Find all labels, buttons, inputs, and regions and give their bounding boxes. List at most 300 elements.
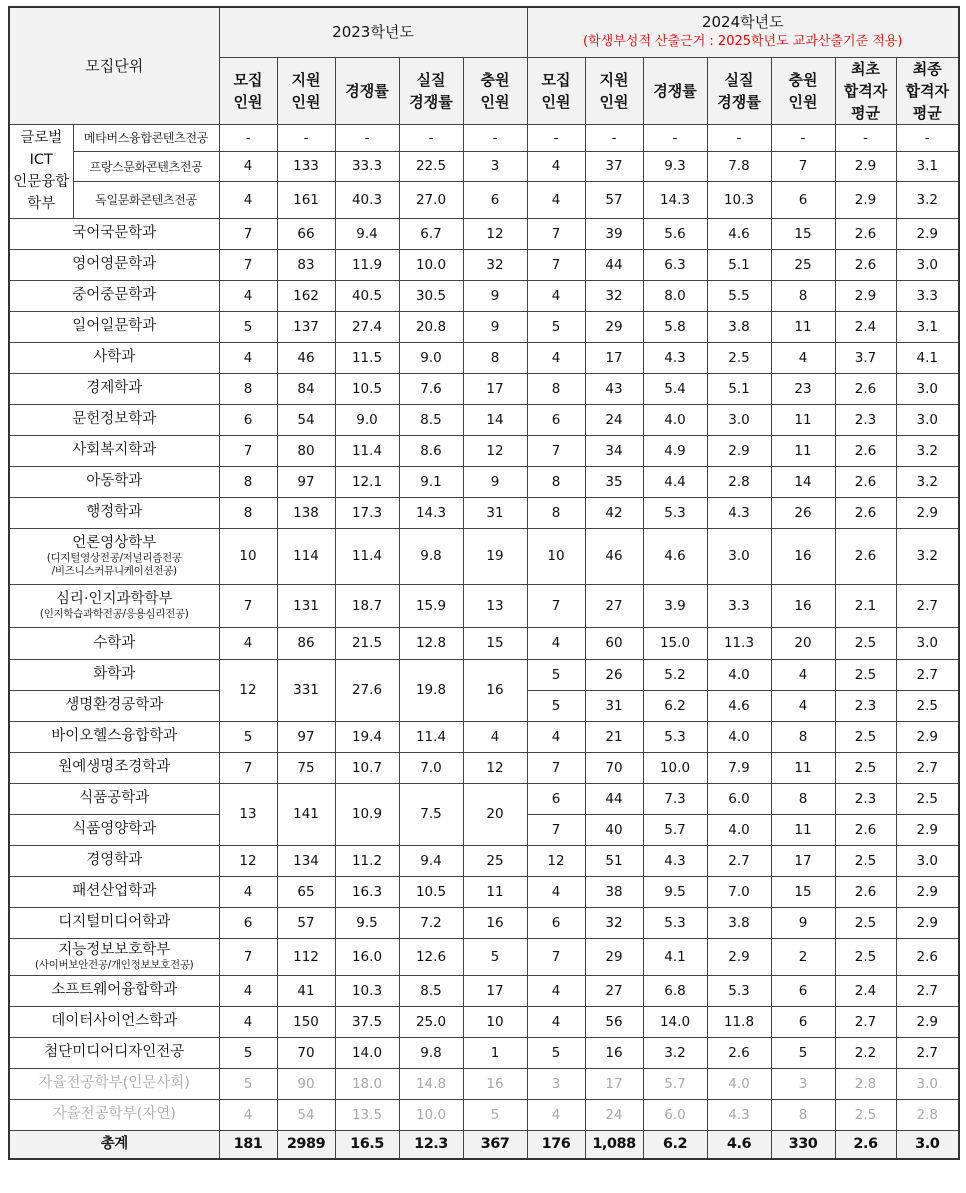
cell: 134 (277, 845, 335, 876)
row-name (9, 404, 219, 435)
cell: 5 (219, 311, 277, 342)
cell: 131 (277, 584, 335, 627)
cell: 25 (771, 249, 835, 280)
col-header-2024-applicants: 지원 인원 (585, 57, 643, 124)
table-row (9, 124, 959, 151)
cell: 2.6 (835, 249, 896, 280)
cell: 5 (527, 690, 585, 721)
cell: 5 (219, 1068, 277, 1099)
row-name (9, 814, 219, 845)
col-header-2024-real-ratio: 실질 경쟁률 (707, 57, 771, 124)
cell: 2.5 (835, 627, 896, 659)
merged-cell: 12 (219, 659, 277, 721)
cell: 2.9 (835, 181, 896, 218)
cell: - (463, 124, 527, 151)
cell: 5.6 (643, 218, 707, 249)
cell: 29 (585, 938, 643, 975)
table-row (9, 404, 959, 435)
cell: 330 (771, 1130, 835, 1159)
cell: 9 (463, 466, 527, 497)
cell: 14.3 (643, 181, 707, 218)
cell: 14.3 (399, 497, 463, 528)
cell: 2.6 (835, 435, 896, 466)
cell: 1 (463, 1037, 527, 1068)
cell: 8 (219, 466, 277, 497)
cell: 10.5 (335, 373, 399, 404)
table-body (9, 124, 959, 1159)
cell: 3.0 (707, 404, 771, 435)
merged-cell: 331 (277, 659, 335, 721)
cell: 5.8 (643, 311, 707, 342)
cell: 4 (527, 151, 585, 181)
row-name (9, 218, 219, 249)
cell: 2.9 (896, 907, 959, 938)
row-name (9, 1068, 219, 1099)
cell: 2.7 (835, 1006, 896, 1037)
cell: 4.1 (643, 938, 707, 975)
cell: 7 (219, 938, 277, 975)
cell: 32 (463, 249, 527, 280)
cell: 2.6 (835, 373, 896, 404)
cell: 14 (463, 404, 527, 435)
cell: 3.9 (643, 584, 707, 627)
row-name (9, 752, 219, 783)
cell: 4.6 (707, 1130, 771, 1159)
cell: 7 (527, 218, 585, 249)
cell: 16.0 (335, 938, 399, 975)
row-name-text: 화학과 (93, 666, 136, 682)
row-name (9, 528, 219, 584)
cell: 6 (527, 404, 585, 435)
cell: 2.5 (835, 752, 896, 783)
cell: 12 (463, 218, 527, 249)
row-name-text: 생명환경공학과 (65, 697, 164, 713)
cell: 70 (277, 1037, 335, 1068)
col-header-2023-quota: 모집 인원 (219, 57, 277, 124)
row-name-text: 식품영양학과 (72, 821, 157, 837)
row-name (9, 938, 219, 975)
cell: 32 (585, 280, 643, 311)
cell: 16 (463, 907, 527, 938)
table-row (9, 1006, 959, 1037)
merged-cell: 10.9 (335, 783, 399, 845)
row-name-text: 첨단미디어디자인전공 (44, 1044, 185, 1060)
cell: 16 (585, 1037, 643, 1068)
cell: 5.2 (643, 659, 707, 690)
cell: 32 (585, 907, 643, 938)
cell: 25 (463, 845, 527, 876)
cell: 7 (219, 218, 277, 249)
cell: 133 (277, 151, 335, 181)
cell: 3 (527, 1068, 585, 1099)
cell: - (399, 124, 463, 151)
table-row (9, 466, 959, 497)
cell: - (585, 124, 643, 151)
cell: 8 (527, 373, 585, 404)
cell: 3 (771, 1068, 835, 1099)
col-header-2024-additional: 충원 인원 (771, 57, 835, 124)
row-name (9, 907, 219, 938)
cell: 8.5 (399, 404, 463, 435)
cell: 4 (219, 342, 277, 373)
table-row (9, 1099, 959, 1130)
cell: 27 (585, 584, 643, 627)
cell: 114 (277, 528, 335, 584)
table-row (9, 1068, 959, 1099)
cell: 3.0 (896, 845, 959, 876)
cell: 3.0 (896, 1068, 959, 1099)
cell: 9.5 (643, 876, 707, 907)
cell: 8 (771, 1099, 835, 1130)
col-header-2024-ratio: 경쟁률 (643, 57, 707, 124)
cell: 1,088 (585, 1130, 643, 1159)
cell: 31 (463, 497, 527, 528)
cell: 2.9 (896, 497, 959, 528)
cell: 10.5 (399, 876, 463, 907)
row-name-note: (인지학습과학전공/응용심리전공) (39, 607, 189, 620)
cell: 3.3 (896, 280, 959, 311)
table-header (9, 7, 959, 124)
cell: 9.3 (643, 151, 707, 181)
row-name-text: 바이오헬스융합학과 (51, 728, 178, 744)
cell: 2.5 (896, 690, 959, 721)
cell: 12 (219, 845, 277, 876)
cell: 17.3 (335, 497, 399, 528)
cell: 97 (277, 721, 335, 752)
cell: - (707, 124, 771, 151)
cell: 35 (585, 466, 643, 497)
cell: 6 (527, 907, 585, 938)
cell: 5 (463, 938, 527, 975)
row-name-text: 중어중문학과 (72, 287, 157, 303)
cell: 12.3 (399, 1130, 463, 1159)
cell: 2.5 (835, 907, 896, 938)
cell: 7 (219, 584, 277, 627)
cell: 16 (771, 528, 835, 584)
row-name: 프랑스문화콘텐츠전공 (73, 151, 219, 181)
cell: 4 (527, 975, 585, 1006)
row-name (9, 584, 219, 627)
cell: 3.1 (896, 151, 959, 181)
cell: 2.9 (835, 280, 896, 311)
row-name (9, 659, 219, 690)
row-name: 메타버스융합콘텐츠전공 (73, 124, 219, 151)
cell: 8.5 (399, 975, 463, 1006)
cell: 42 (585, 497, 643, 528)
row-name-text: 수학과 (93, 634, 136, 651)
cell: 3.2 (896, 528, 959, 584)
cell: - (835, 124, 896, 151)
row-name-note: (디지털영상전공/저널리즘전공 (46, 551, 182, 564)
cell: 9.0 (399, 342, 463, 373)
cell: 20.8 (399, 311, 463, 342)
row-name-text: 국어국문학과 (72, 225, 157, 241)
cell: 367 (463, 1130, 527, 1159)
admission-results-table-container (8, 6, 960, 1160)
row-name (9, 783, 219, 814)
cell: 30.5 (399, 280, 463, 311)
row-name (9, 1037, 219, 1068)
row-name-note: (사이버보안전공/개인정보보호전공) (35, 958, 194, 971)
row-name-text: 데이터사이언스학과 (51, 1013, 178, 1029)
cell: 3.2 (896, 435, 959, 466)
table-row (9, 1130, 959, 1159)
cell: 7.3 (643, 783, 707, 814)
cell: 86 (277, 627, 335, 659)
cell: 4.6 (707, 690, 771, 721)
cell: 7 (219, 435, 277, 466)
cell: 11 (771, 435, 835, 466)
cell: 7 (527, 435, 585, 466)
cell: 4.9 (643, 435, 707, 466)
cell: 14 (771, 466, 835, 497)
cell: 16.3 (335, 876, 399, 907)
row-name (9, 435, 219, 466)
cell: 5 (527, 311, 585, 342)
cell: 2.6 (835, 528, 896, 584)
merged-cell: 7.5 (399, 783, 463, 845)
cell: 60 (585, 627, 643, 659)
cell: 181 (219, 1130, 277, 1159)
merged-cell: 16 (463, 659, 527, 721)
admission-results-table (8, 6, 960, 1160)
cell: - (527, 124, 585, 151)
cell: 3.2 (896, 466, 959, 497)
cell: 57 (277, 907, 335, 938)
col-header-2023-ratio: 경쟁률 (335, 57, 399, 124)
table-row (9, 845, 959, 876)
cell: 3.0 (896, 373, 959, 404)
cell: 27.4 (335, 311, 399, 342)
cell: 2.9 (835, 151, 896, 181)
cell: 4.6 (643, 528, 707, 584)
cell: 12 (527, 845, 585, 876)
row-name (9, 975, 219, 1006)
cell: 4 (527, 280, 585, 311)
header-2024-label: 2024학년도 (701, 13, 784, 32)
row-name-text: 지능정보보호학부 (58, 941, 171, 958)
cell: 2.1 (835, 584, 896, 627)
row-name (9, 627, 219, 659)
row-name-text: 아동학과 (86, 473, 143, 489)
cell: - (643, 124, 707, 151)
cell: 5 (527, 1037, 585, 1068)
cell: 5.4 (643, 373, 707, 404)
row-name (9, 690, 219, 721)
cell: 11 (771, 311, 835, 342)
cell: 27 (585, 975, 643, 1006)
cell: 31 (585, 690, 643, 721)
cell: 9.8 (399, 1037, 463, 1068)
cell: 6 (219, 907, 277, 938)
cell: 3.0 (896, 404, 959, 435)
cell: 5 (219, 721, 277, 752)
cell: 12.6 (399, 938, 463, 975)
cell: 40 (585, 814, 643, 845)
row-name (9, 311, 219, 342)
cell: 2.2 (835, 1037, 896, 1068)
col-header-2023-real-ratio: 실질 경쟁률 (399, 57, 463, 124)
cell: 2.9 (896, 876, 959, 907)
cell: 150 (277, 1006, 335, 1037)
header-2024-note: (학생부성적 산출근거 : 2025학년도 교과산출기준 적용) (583, 34, 903, 50)
row-name (9, 497, 219, 528)
cell: 11 (771, 814, 835, 845)
cell: 39 (585, 218, 643, 249)
cell: 7.6 (399, 373, 463, 404)
cell: 176 (527, 1130, 585, 1159)
cell: 8 (219, 373, 277, 404)
cell: 46 (585, 528, 643, 584)
cell: 15 (463, 627, 527, 659)
row-name (9, 1099, 219, 1130)
cell: 10.3 (335, 975, 399, 1006)
row-name-text: 디지털미디어학과 (58, 914, 171, 930)
cell: 17 (585, 1068, 643, 1099)
cell: 3.2 (643, 1037, 707, 1068)
cell: 161 (277, 181, 335, 218)
row-name-text: 영어영문학과 (72, 256, 157, 272)
cell: 43 (585, 373, 643, 404)
cell: 2.7 (896, 1037, 959, 1068)
cell: 7 (527, 938, 585, 975)
cell: 2.5 (835, 845, 896, 876)
cell: 7.9 (707, 752, 771, 783)
cell: 2.6 (707, 1037, 771, 1068)
cell: 5 (463, 1099, 527, 1130)
cell: 2 (771, 938, 835, 975)
row-name-text: 경제학과 (86, 380, 143, 396)
cell: 2.9 (896, 218, 959, 249)
row-name-text: 경영학과 (86, 852, 143, 868)
cell: 14.0 (335, 1037, 399, 1068)
cell: 2.3 (835, 783, 896, 814)
cell: 5.1 (707, 373, 771, 404)
cell: 20 (771, 627, 835, 659)
cell: 7 (771, 151, 835, 181)
cell: 2.3 (835, 404, 896, 435)
cell: 37.5 (335, 1006, 399, 1037)
row-name-text: 일어일문학과 (72, 318, 157, 334)
cell: 17 (463, 373, 527, 404)
table-row (9, 528, 959, 584)
cell: 11 (771, 752, 835, 783)
cell: 2.4 (835, 311, 896, 342)
cell: 7.2 (399, 907, 463, 938)
cell: 37 (585, 151, 643, 181)
cell: 3.0 (896, 1130, 959, 1159)
cell: 2.8 (896, 1099, 959, 1130)
row-name-text: 원예생명조경학과 (58, 759, 171, 775)
cell: 6 (771, 181, 835, 218)
cell: 44 (585, 249, 643, 280)
cell: 2.8 (835, 1068, 896, 1099)
row-name-text: 행정학과 (86, 504, 143, 520)
cell: 15.0 (643, 627, 707, 659)
cell: 17 (463, 975, 527, 1006)
cell: 4.0 (707, 659, 771, 690)
cell: 4.0 (707, 814, 771, 845)
cell: 2.7 (896, 975, 959, 1006)
cell: 6 (771, 1006, 835, 1037)
cell: 21 (585, 721, 643, 752)
cell: 11.9 (335, 249, 399, 280)
col-header-2023-additional: 충원 인원 (463, 57, 527, 124)
cell: 4 (771, 659, 835, 690)
cell: 4 (219, 1006, 277, 1037)
cell: 2.6 (896, 938, 959, 975)
row-name-text: 자율전공학부(인문사회) (38, 1075, 190, 1091)
row-name (9, 373, 219, 404)
table-row (9, 975, 959, 1006)
cell: 11.3 (707, 627, 771, 659)
cell: 54 (277, 1099, 335, 1130)
cell: 40.3 (335, 181, 399, 218)
table-row (9, 435, 959, 466)
cell: 18.7 (335, 584, 399, 627)
cell: 5 (219, 1037, 277, 1068)
cell: 15.9 (399, 584, 463, 627)
group-name-global-ict: 글로벌 ICT 인문융합 학부 (9, 124, 73, 218)
row-name-text: 사학과 (93, 349, 136, 365)
cell: 33.3 (335, 151, 399, 181)
cell: 5.5 (707, 280, 771, 311)
cell: 4.1 (896, 342, 959, 373)
row-name (9, 876, 219, 907)
cell: 2.7 (896, 752, 959, 783)
cell: 6 (219, 404, 277, 435)
cell: 17 (771, 845, 835, 876)
row-name (9, 845, 219, 876)
row-name-note: /비즈니스커뮤니케이션전공) (51, 564, 177, 577)
cell: 3.2 (896, 181, 959, 218)
row-name (9, 721, 219, 752)
cell: 4 (219, 627, 277, 659)
cell: 2.6 (835, 218, 896, 249)
cell: 2.6 (835, 466, 896, 497)
cell: 4.3 (643, 342, 707, 373)
cell: 7.0 (399, 752, 463, 783)
cell: 2.6 (835, 497, 896, 528)
cell: 7 (527, 814, 585, 845)
cell: 2.6 (835, 876, 896, 907)
row-name (9, 249, 219, 280)
cell: 65 (277, 876, 335, 907)
cell: 6 (527, 783, 585, 814)
cell: 2.5 (835, 721, 896, 752)
cell: 2.9 (896, 814, 959, 845)
table-row (9, 584, 959, 627)
cell: 12 (463, 435, 527, 466)
table-row (9, 497, 959, 528)
cell: 4 (527, 1099, 585, 1130)
cell: 4 (527, 627, 585, 659)
cell: 8 (527, 466, 585, 497)
cell: 2.8 (707, 466, 771, 497)
cell: 11.4 (335, 435, 399, 466)
cell: 7 (527, 249, 585, 280)
cell: 54 (277, 404, 335, 435)
cell: 4.3 (707, 1099, 771, 1130)
cell: 66 (277, 218, 335, 249)
cell: 5 (527, 659, 585, 690)
cell: 6.0 (643, 1099, 707, 1130)
cell: 13 (463, 584, 527, 627)
table-row (9, 659, 959, 690)
cell: 90 (277, 1068, 335, 1099)
cell: 5.3 (643, 907, 707, 938)
cell: 11.4 (399, 721, 463, 752)
